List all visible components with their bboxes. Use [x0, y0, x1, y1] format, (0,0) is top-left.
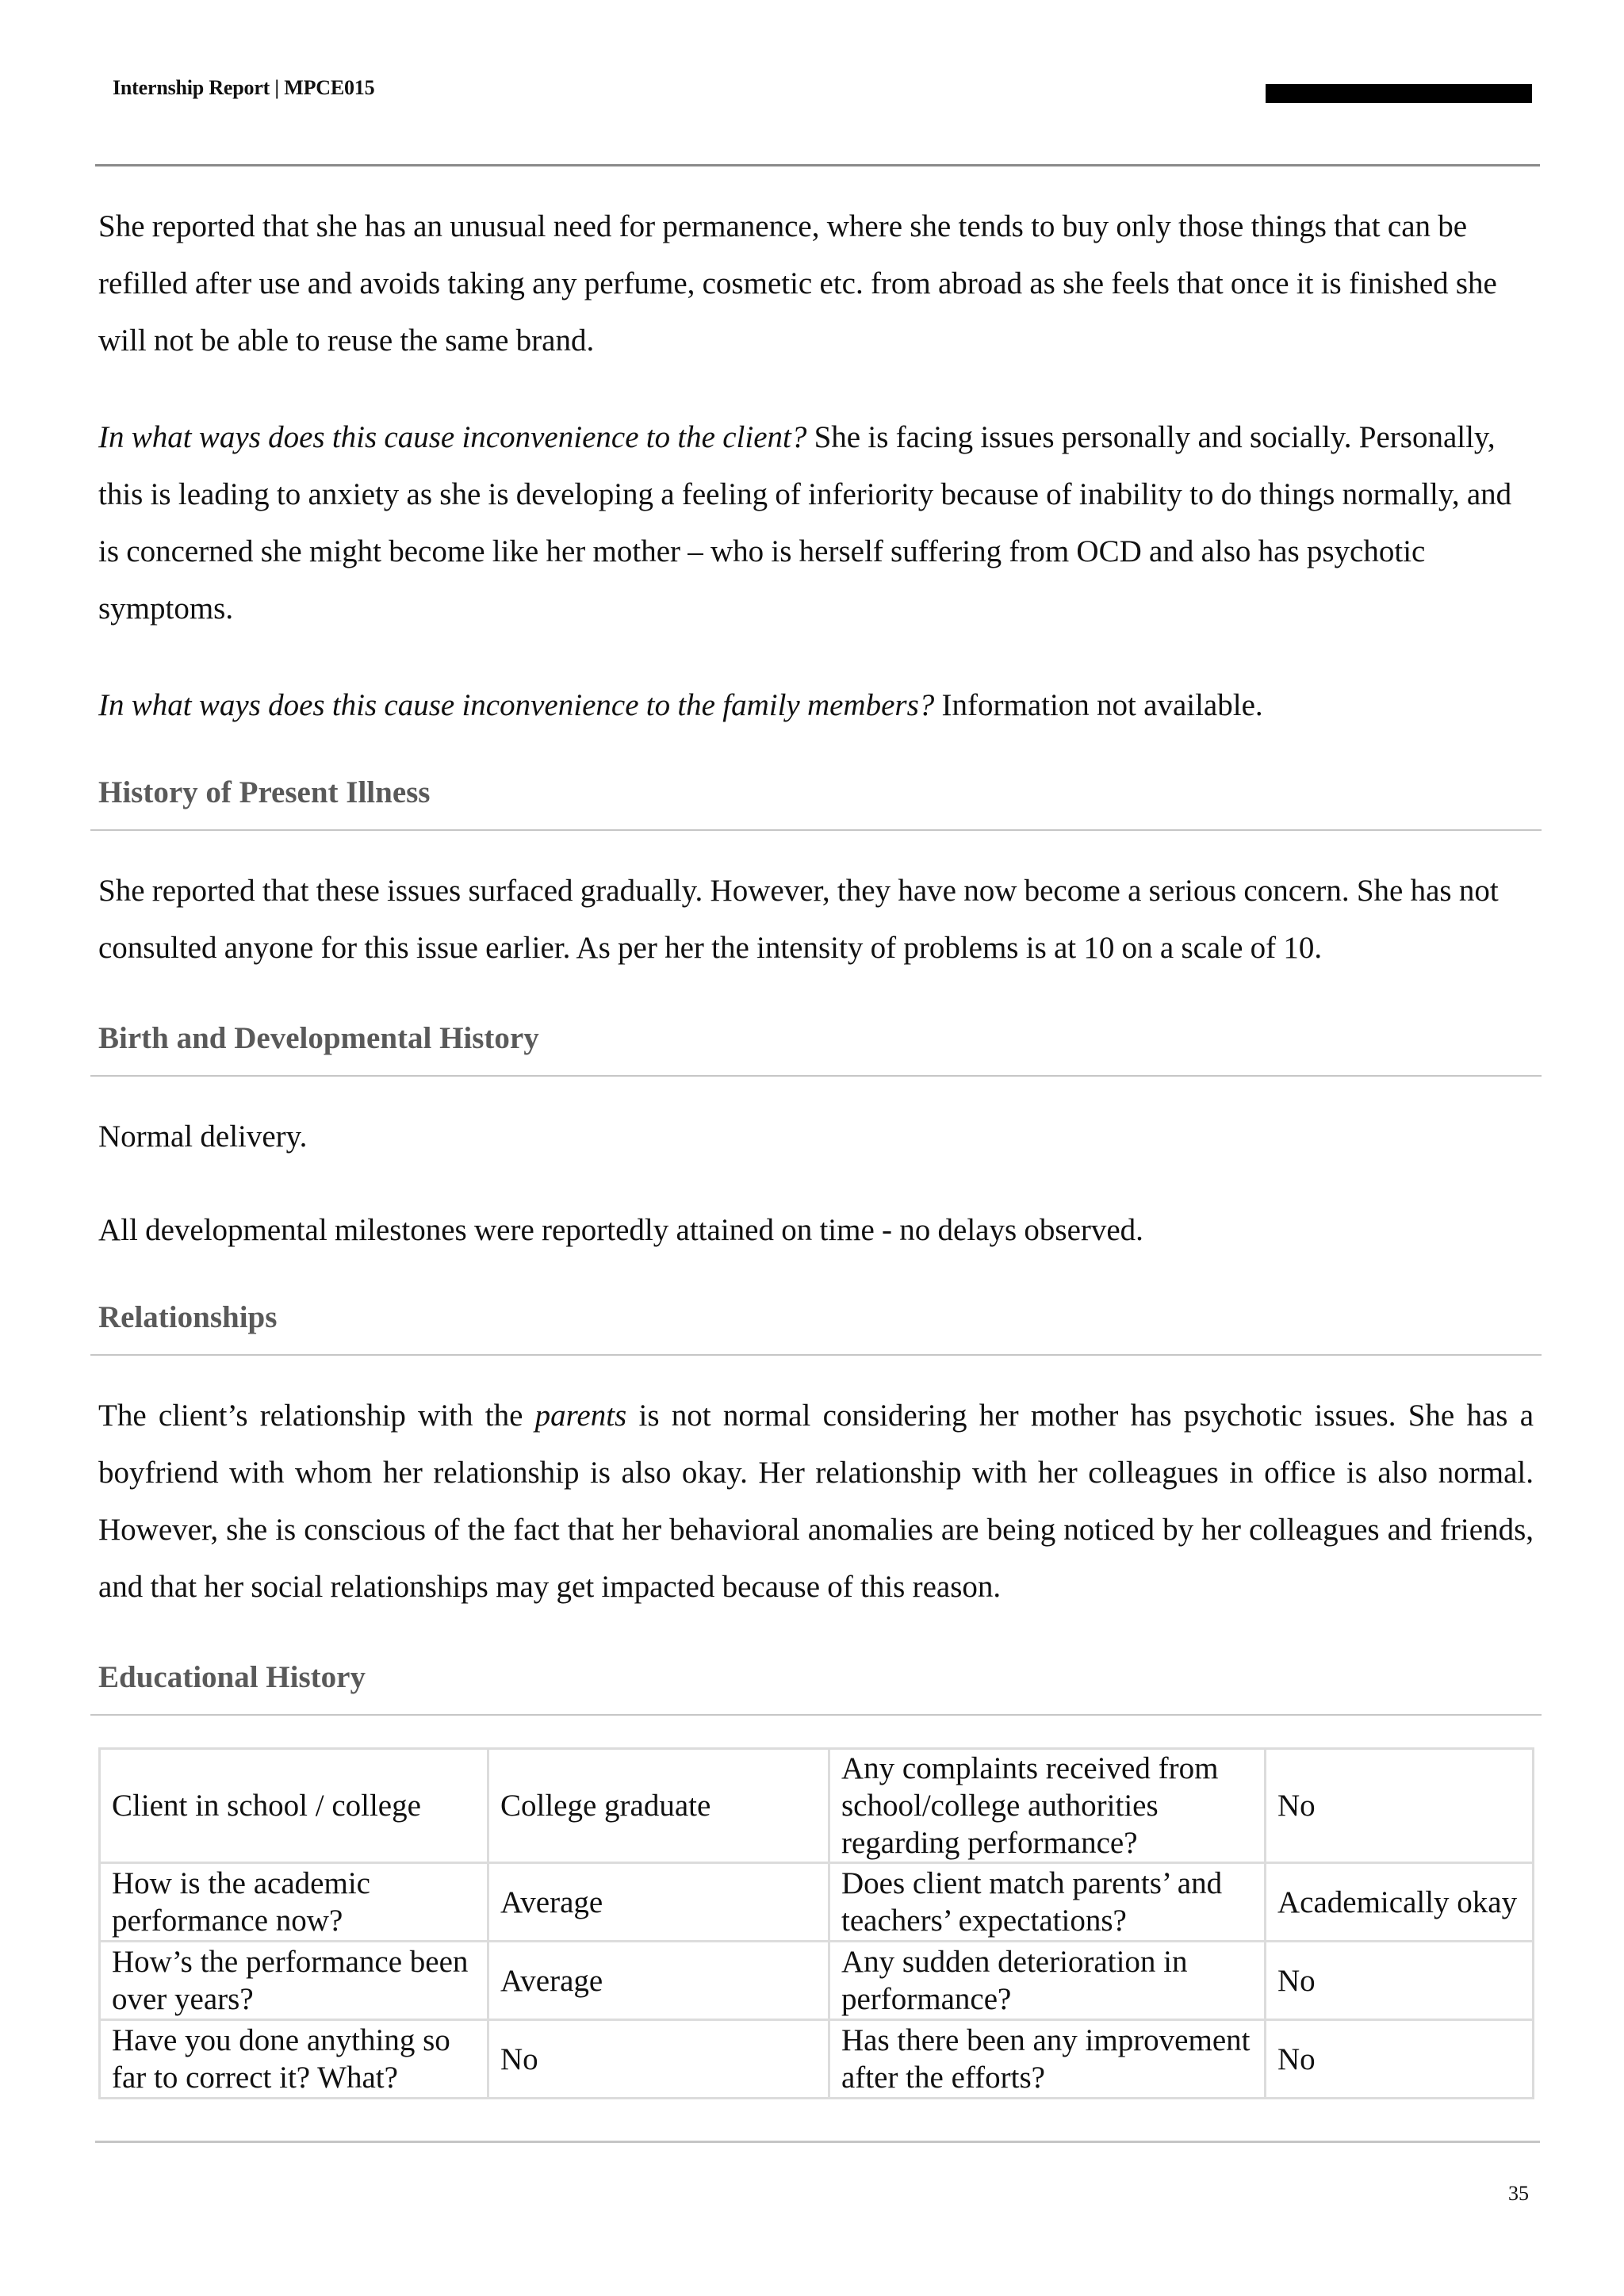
paragraph-milestones: All developmental milestones were reportedly attained on time - no delays observed. — [98, 1213, 1143, 1247]
table-cell: Have you done anything so far to correct it? What? — [100, 2020, 488, 2099]
paragraph-client-inconvenience — [98, 409, 1534, 637]
table-cell: Any sudden deterioration in performance? — [829, 1942, 1266, 2020]
page-content — [98, 198, 1534, 2099]
relationships-parents-emphasis: parents — [534, 1399, 627, 1433]
table-row — [100, 1942, 1534, 2020]
page-number: 35 — [1508, 2182, 1529, 2205]
paragraph-family-inconvenience — [98, 677, 1534, 734]
table-cell: Does client match parents’ and teachers’ expectations? — [829, 1863, 1266, 1942]
footer-divider — [95, 2141, 1540, 2143]
question-client-inconvenience: In what ways does this cause inconvenience to the client? — [98, 420, 807, 454]
relationships-text-start: The client’s relationship with the — [98, 1399, 523, 1433]
relationships-text-rest: is not normal considering her mother has psychotic issues. She has a boyfriend with whom her relationship is also okay. Her relationship with her colleagues in office is also normal. However, she is conscious of the fact that her behavioral anomalies are being noticed by her colleagues and friends, and that her social relationships may get impacted because of this reason. — [98, 1399, 1534, 1604]
table-row — [100, 1863, 1534, 1942]
divider-present-illness — [90, 829, 1542, 831]
table-cell: Client in school / college — [100, 1749, 488, 1863]
paragraph-present-illness: She reported that these issues surfaced gradually. However, they have now become a serious concern. She has not consulted anyone for this issue earlier. As per her the intensity of problems is at 10 on a scale of 10. — [98, 874, 1499, 965]
table-cell: No — [1266, 1749, 1534, 1863]
divider-educational-history — [90, 1714, 1542, 1716]
educational-history-table — [98, 1747, 1534, 2099]
heading-relationships: Relationships — [98, 1300, 278, 1334]
paragraph-permanence: She reported that she has an unusual need for permanence, where she tends to buy only those things that can be refilled after use and avoids taking any perfume, cosmetic etc. from abroad as she feels that once it is finished she will not be able to reuse the same brand. — [98, 209, 1497, 358]
table-cell: How is the academic performance now? — [100, 1863, 488, 1942]
answer-client-inconvenience: She is facing issues personally and socially. Personally, this is leading to anxiety as she is developing a feeling of inferiority because of inability to do things normally, and is concerned she might become like her mother – who is herself suffering from OCD and also has psychotic symptoms. — [98, 420, 1512, 626]
paragraph-normal-delivery: Normal delivery. — [98, 1119, 308, 1154]
table-row — [100, 1749, 1534, 1863]
table-cell: Any complaints received from school/college authorities regarding performance? — [829, 1749, 1266, 1863]
table-cell: No — [488, 2020, 829, 2099]
table-cell: How’s the performance been over years? — [100, 1942, 488, 2020]
divider-relationships — [90, 1354, 1542, 1356]
table-cell: Average — [488, 1863, 829, 1942]
table-cell: College graduate — [488, 1749, 829, 1863]
report-header-title: Internship Report | MPCE015 — [113, 76, 375, 99]
heading-educational-history: Educational History — [98, 1660, 366, 1694]
table-cell: Has there been any improvement after the efforts? — [829, 2020, 1266, 2099]
redaction-bar — [1266, 84, 1532, 103]
table-row — [100, 2020, 1534, 2099]
table-cell: No — [1266, 2020, 1534, 2099]
heading-present-illness: History of Present Illness — [98, 775, 431, 809]
divider-birth-history — [90, 1075, 1542, 1077]
table-cell: No — [1266, 1942, 1534, 2020]
question-family-inconvenience: In what ways does this cause inconvenience to the family members? — [98, 688, 935, 722]
table-cell: Average — [488, 1942, 829, 2020]
paragraph-relationships — [98, 1387, 1534, 1616]
heading-birth-history: Birth and Developmental History — [98, 1021, 539, 1055]
table-cell: Academically okay — [1266, 1863, 1534, 1942]
answer-family-inconvenience: Information not available. — [941, 688, 1263, 722]
header-divider — [95, 164, 1540, 166]
